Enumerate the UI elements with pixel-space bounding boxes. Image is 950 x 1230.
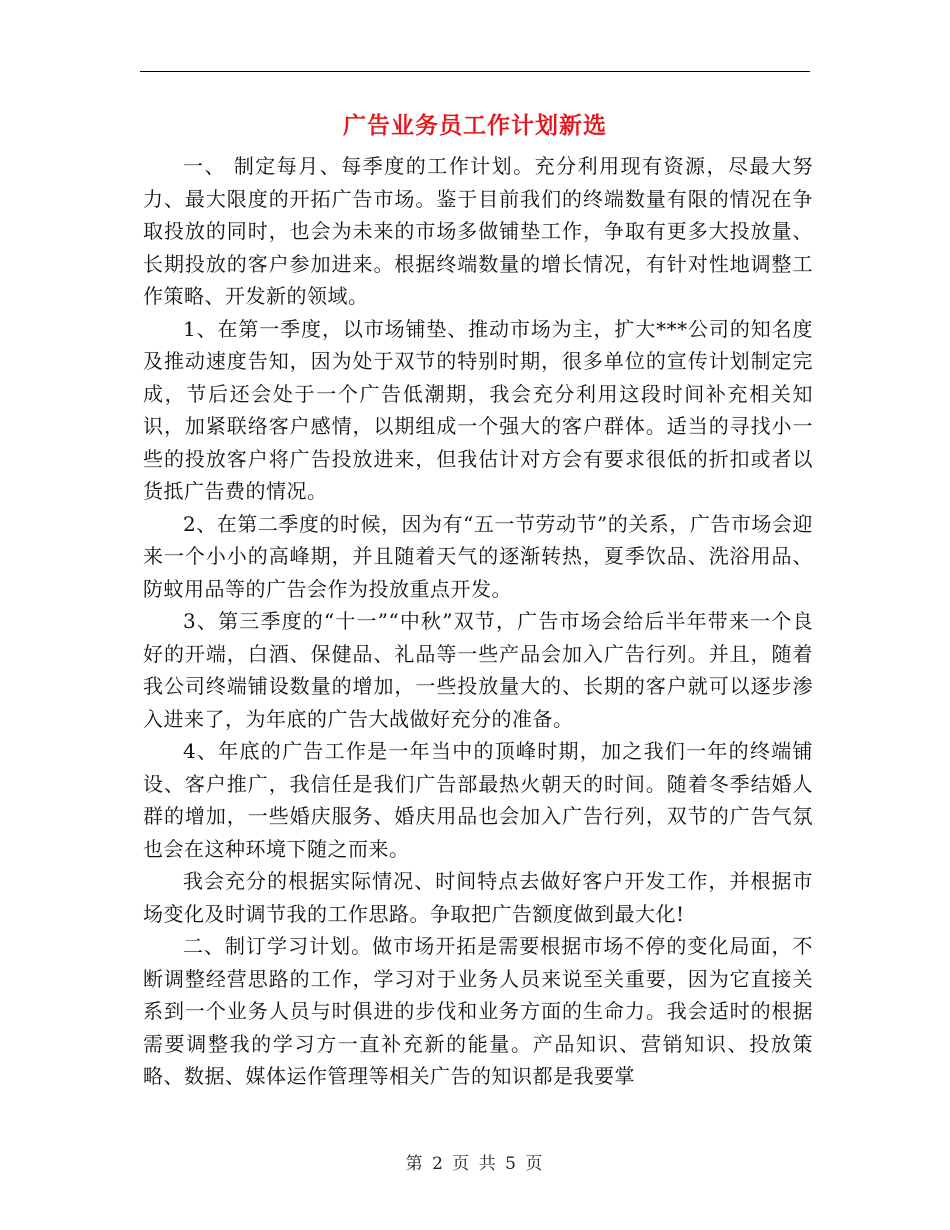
document-body xyxy=(143,150,813,1093)
paragraph: 我会充分的根据实际情况、时间特点去做好客户开发工作，并根据市场变化及时调节我的工作思路。争取把广告额度做到最大化! xyxy=(143,869,813,926)
document-title: 广告业务员工作计划新选 xyxy=(343,113,607,139)
page-number: 第 2 页 共 5 页 xyxy=(405,1154,545,1174)
paragraph: 4、年底的广告工作是一年当中的顶峰时期，加之我们一年的终端铺设、客户推广，我信任是我们广告部最热火朝天的时间。随着冬季结婚人群的增加，一些婚庆服务、婚庆用品也会加入广告行列，双节的广告气氛也会在这种环境下随之而来。 xyxy=(143,739,813,861)
paragraph: 1、在第一季度，以市场铺垫、推动市场为主，扩大***公司的知名度及推动速度告知，因为处于双节的特别时期，很多单位的宣传计划制定完成，节后还会处于一个广告低潮期，我会充分利用这段时间补充相关知识，加紧联络客户感情，以期组成一个强大的客户群体。适当的寻找小一些的投放客户将广告投放进来，但我估计对方会有要求很低的折扣或者以货抵广告费的情况。 xyxy=(143,316,813,503)
paragraph: 二、制订学习计划。做市场开拓是需要根据市场不停的变化局面，不断调整经营思路的工作，学习对于业务人员来说至关重要，因为它直接关系到一个业务人员与时俱进的步伐和业务方面的生命力。我会适时的根据需要调整我的学习方一直补充新的能量。产品知识、营销知识、投放策略、数据、媒体运作管理等相关广告的知识都是我要掌 xyxy=(143,934,813,1088)
paragraph: 3、第三季度的“十一”“中秋”双节，广告市场会给后半年带来一个良好的开端，白酒、保健品、礼品等一些产品会加入广告行列。并且，随着我公司终端铺设数量的增加，一些投放量大的、长期的客户就可以逐步渗入进来了，为年底的广告大战做好充分的准备。 xyxy=(143,609,813,731)
header-divider xyxy=(140,71,810,72)
paragraph: 2、在第二季度的时候，因为有“五一节劳动节”的关系，广告市场会迎来一个小小的高峰期，并且随着天气的逐渐转热，夏季饮品、洗浴用品、防蚊用品等的广告会作为投放重点开发。 xyxy=(143,511,813,601)
paragraph: 一、 制定每月、每季度的工作计划。充分利用现有资源，尽最大努力、最大限度的开拓广告市场。鉴于目前我们的终端数量有限的情况在争取投放的同时，也会为未来的市场多做铺垫工作，争取有更多大投放量、长期投放的客户参加进来。根据终端数量的增长情况，有针对性地调整工作策略、开发新的领域。 xyxy=(143,154,813,308)
